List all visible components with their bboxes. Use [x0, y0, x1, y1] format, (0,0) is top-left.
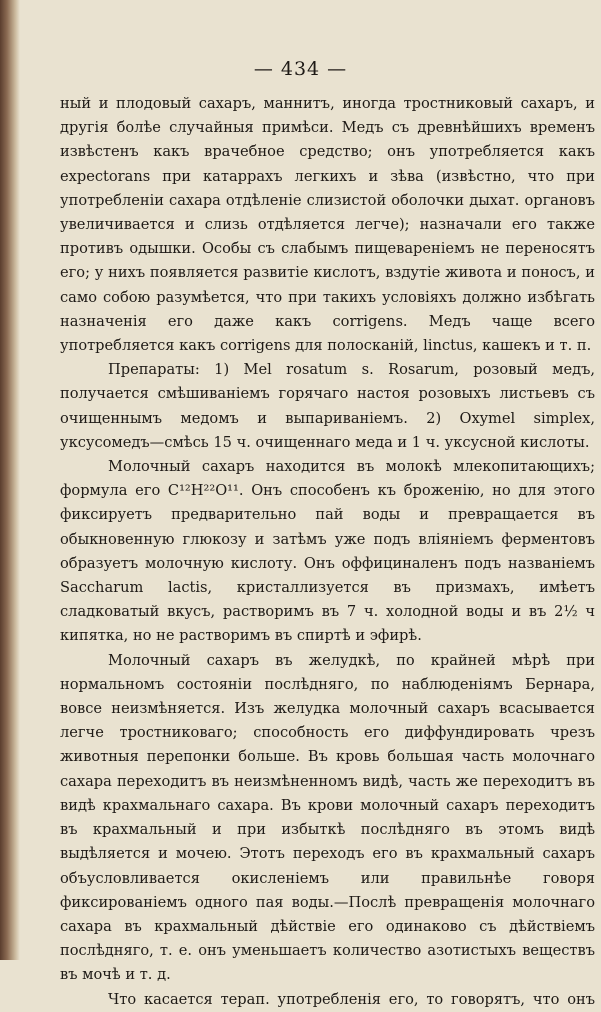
paragraph-milk-sugar: Молочный сахаръ находится въ молокѣ млекопитающихъ; формула его C¹²H²²O¹¹. Онъ способенъ къ броженію, но для этого фиксируетъ предварительно пай воды и превращается въ обыкновенную глюкозу и затѣмъ уже подъ вліяніемъ ферментовъ образуетъ молочную кислоту. Онъ оффициналенъ подъ названіемъ Saccharum lactis, кристаллизуется въ призмахъ, имѣетъ сладковатый вкусъ, растворимъ въ 7 ч. холодной воды и въ 2½ ч кипятка, но не растворимъ въ спиртѣ и эфирѣ. — [60, 458, 595, 645]
page-number: — 434 — — [253, 58, 348, 80]
page-body — [60, 92, 595, 1012]
paragraph-honey: ный и плодовый сахаръ, маннитъ, иногда тростниковый сахаръ, и другія болѣе случайныя примѣси. Медъ съ древнѣйшихъ временъ извѣстенъ какъ врачебное средство; онъ употребляется какъ expectorans при катаррахъ легкихъ и зѣва (извѣстно, что при употребленіи сахара отдѣленіе слизистой оболочки дыхат. органовъ увеличивается и слизь отдѣляется легче); назначали его также противъ одышки. Особы съ слабымъ пищевареніемъ не переносятъ его; у нихъ появляется развитіе кислотъ, вздутіе живота и поносъ, и само собою разумѣется, что при такихъ условіяхъ должно избѣгать назначенія его даже какъ corrigens. Медъ чаще всего употребляется какъ corrigens для полосканій, linctus, кашекъ и т. п. — [60, 95, 595, 355]
paragraph-therapeutic-use: Что касается терап. употребленія его, то говорятъ, что онъ — [108, 990, 595, 1008]
paragraph-milk-sugar-stomach: Молочный сахаръ въ желудкѣ, по крайней мѣрѣ при нормальномъ состояніи послѣдняго, по наблюденіямъ Бернара, вовсе неизмѣняется. Изъ желудка молочный сахаръ всасывается легче тростниковаго; способность его диффундировать чрезъ животныя перепонки больше. Въ кровь большая часть молочнаго сахара переходитъ въ неизмѣненномъ видѣ, часть же переходитъ въ видѣ крахмальнаго сахара. Въ крови молочный сахаръ переходитъ въ крахмальный и при избыткѣ послѣдняго въ этомъ видѣ выдѣляется и мочею. Этотъ переходъ его въ крахмальный сахаръ объусловливается окисленіемъ или правильнѣе говоря фиксированіемъ одного пая воды.—Послѣ превращенія молочнаго сахара въ крахмальный дѣйствіе его одинаково съ дѣйствіемъ послѣдняго, т. е. онъ уменьшаетъ количество азотистыхъ веществъ въ мочѣ и т. д. — [60, 651, 595, 984]
paragraph-preparations: Препараты: 1) Mel rosatum s. Rosarum, розовый медъ, получается смѣшиваніемъ горячаго настоя розовыхъ листьевъ съ очищеннымъ медомъ и выпариваніемъ. 2) Oxymel simplex, уксусомедъ—смѣсь 15 ч. очищеннаго меда и 1 ч. уксусной кислоты. — [60, 361, 595, 451]
book-binding-edge — [0, 0, 20, 960]
